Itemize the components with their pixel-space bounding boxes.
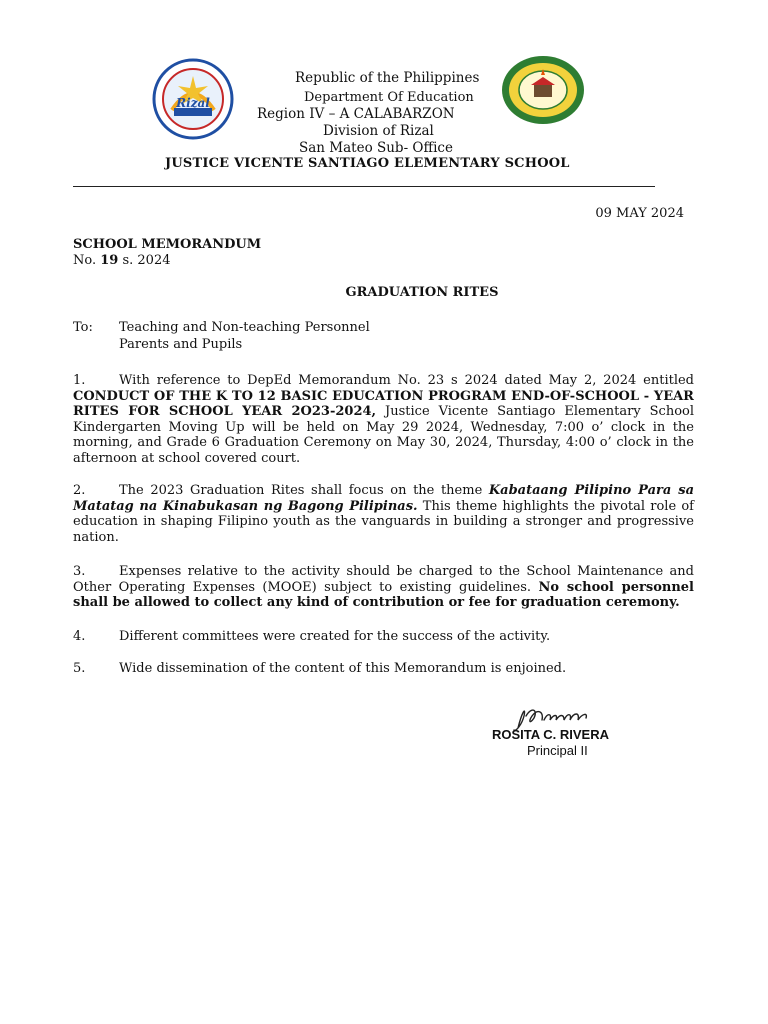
- paragraph-2: 2. The 2023 Graduation Rites shall focus on the theme Kabataang Pilipino Para sa Matatag na Kinabukasan ng Bagong Pilipinas. This theme highlights the pivotal role of education in shaping Filipino youth as the vanguards in building a stronger and progressive nation.: [73, 483, 695, 545]
- signatory-position: Principal II: [527, 743, 588, 758]
- header-sub-office: San Mateo Sub- Office: [299, 140, 453, 156]
- memo-title: SCHOOL MEMORANDUM: [73, 237, 262, 252]
- school-name: JUSTICE VICENTE SANTIAGO ELEMENTARY SCHOOL: [165, 156, 570, 171]
- header-department: Department Of Education: [304, 90, 474, 105]
- recipient-parents: Parents and Pupils: [119, 337, 243, 352]
- paragraph-4: 4. Different committees were created for the success of the activity.: [73, 629, 551, 644]
- svg-text:Rizal: Rizal: [176, 96, 210, 110]
- paragraph-3: 3. Expenses relative to the activity should be charged to the School Maintenance and Other Operating Expenses (MOOE) subject to existing guidelines. No school personnel shall be allowed to collect any kind of contribution or fee for graduation ceremony.: [73, 564, 694, 611]
- to-label: To:: [73, 320, 93, 335]
- header-region: Region IV – A CALABARZON: [257, 106, 455, 122]
- header-division: Division of Rizal: [323, 123, 434, 139]
- paragraph-1: 1. With reference to DepEd Memorandum No. 23 s 2024 dated May 2, 2024 entitled CONDUCT OF THE K TO 12 BASIC EDUCATION PROGRAM END-OF-SCHOOL - YEAR RITES FOR SCHOOL YEAR 2O23-2024, Justice Vicente Santiago Elementary School Kindergarten Moving Up will be held on May 29 2024, Wednesday, 7:00 o’ clock in the morning, and Grade 6 Graduation Ceremony on May 30, 2024, Thursday, 4:00 o’ clock in the afternoon at school covered court.: [73, 373, 695, 466]
- paragraph-5: 5. Wide dissemination of the content of this Memorandum is enjoined.: [73, 661, 567, 676]
- header-divider: [73, 186, 655, 187]
- recipient-personnel: Teaching and Non-teaching Personnel: [119, 320, 370, 335]
- signatory-name: ROSITA C. RIVERA: [492, 727, 610, 742]
- memo-subject: GRADUATION RITES: [345, 285, 499, 300]
- deped-rizal-seal-logo: [152, 58, 234, 140]
- header-republic: Republic of the Philippines: [295, 70, 480, 86]
- memo-date: 09 MAY 2024: [595, 206, 684, 221]
- school-seal-logo: [501, 55, 585, 125]
- memo-number: No. 19 s. 2024: [73, 253, 171, 268]
